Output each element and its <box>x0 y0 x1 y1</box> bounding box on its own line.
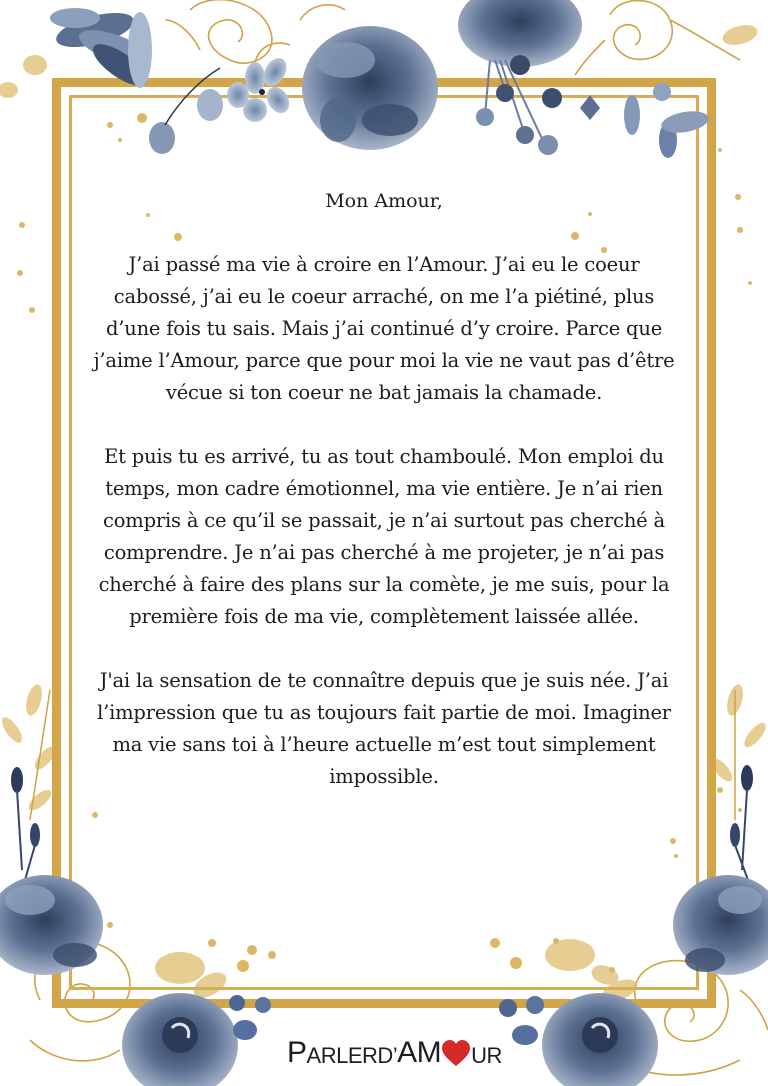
paragraph-3: J'ai la sensation de te connaître depuis que je suis née. J’ai l’impression que tu as toujours fait partie de moi. Imaginer ma vie sans toi à l’heure actuelle m’est tout simplement impossible. <box>97 669 671 788</box>
logo-letter-a: A <box>397 1036 417 1069</box>
logo-text-arler: ARLER <box>306 1043 378 1068</box>
logo-letter-m: M <box>416 1036 442 1069</box>
salutation: Mon Amour, <box>325 190 443 212</box>
paragraph-2: Et puis tu es arrivé, tu as tout chamboulé. Mon emploi du temps, mon cadre émotionnel, ma vie entière. Je n’ai rien compris à ce qu’il se passait, je n’ai surtout pas cherché à comprendre. Je n’ai pas cherché à me projeter, je n’ai pas cherché à faire des plans sur la comète, je me suis, pour la première fois de ma vie, complètement laissée allée. <box>98 445 670 628</box>
logo-text-ur: UR <box>471 1043 502 1068</box>
logo-text-d: D’ <box>377 1043 398 1068</box>
logo-letter-p: P <box>287 1036 307 1069</box>
parler-damour-logo <box>287 1028 502 1068</box>
heart-icon <box>442 1040 470 1068</box>
paragraph-1: J’ai passé ma vie à croire en l’Amour. J’ai eu le coeur cabossé, j’ai eu le coeur arraché, on me l’a piétiné, plus d’une fois tu sais. Mais j’ai continué d’y croire. Parce que j’aime l’Amour, parce que pour moi la vie ne vaut pas d’être vécue si ton coeur ne bat jamais la chamade. <box>93 253 675 404</box>
letter-body <box>90 185 678 825</box>
